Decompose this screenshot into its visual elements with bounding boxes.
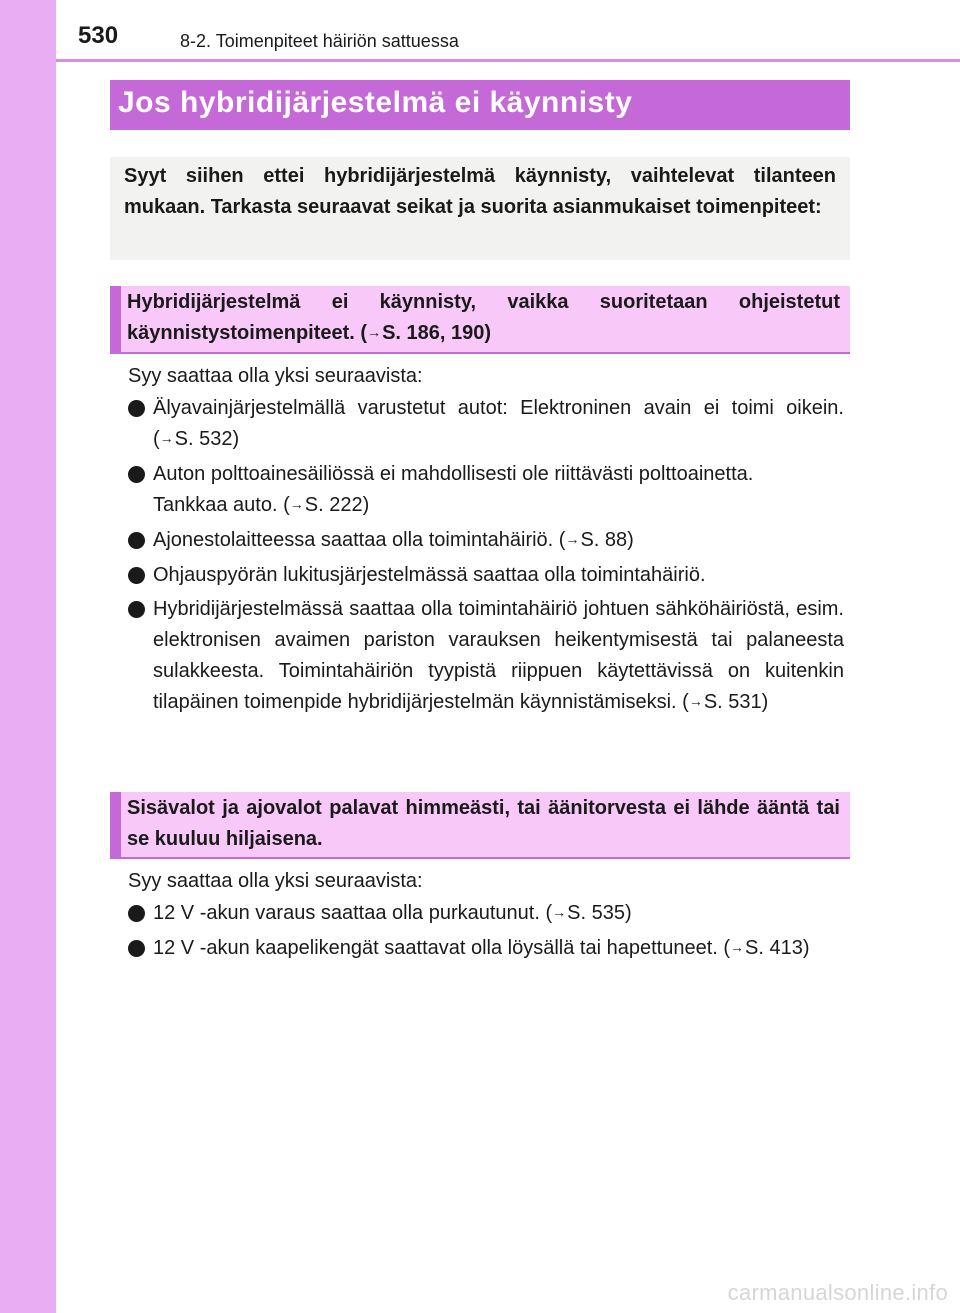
list-item-note: [153, 490, 844, 522]
bullet-icon: [128, 466, 145, 483]
arrow-icon: →: [159, 430, 174, 446]
watermark: carmanualsonline.info: [727, 1280, 948, 1305]
bullet-icon: [128, 601, 145, 618]
list-item: [128, 525, 844, 557]
subsection-1-lead: Syy saattaa olla yksi seuraavista:: [128, 365, 423, 387]
arrow-icon: →: [289, 496, 304, 512]
list-item-note-text: Tankkaa auto. (: [153, 494, 290, 516]
bullet-icon: [128, 532, 145, 549]
arrow-icon: →: [367, 324, 382, 340]
section-title: Jos hybridijärjestelmä ei käynnisty: [110, 80, 850, 130]
arrow-icon: →: [565, 531, 580, 547]
list-item: [128, 594, 844, 719]
page-number: 530: [78, 22, 119, 49]
list-item-text: Hybridijärjestelmässä saattaa olla toimintahäiriö johtuen sähköhäiriöstä, esim. elektronisen avaimen pariston varauksen heikentymisestä tai palaneesta sulakkeesta. Toimintahäiriön tyypistä riippuen käytettävissä on kuitenkin tilapäinen toimenpide hybridijärjestelmän käynnistämiseksi. (: [153, 598, 844, 713]
page-reference: S. 531): [703, 691, 769, 713]
list-item-text: Ohjauspyörän lukitusjärjestelmässä saattaa olla toimintahäiriö.: [153, 564, 706, 586]
intro-text: Syyt siihen ettei hybridijärjestelmä käynnisty, vaihtelevat tilanteen mukaan. Tarkasta seuraavat seikat ja suorita asianmukaiset toimenpiteet:: [124, 165, 836, 218]
page-reference: S. 413): [745, 937, 810, 959]
left-edge-band: [0, 0, 56, 1313]
intro-box: [110, 157, 850, 260]
page-reference: S. 532): [174, 428, 240, 450]
subsection-1-list: [128, 393, 844, 722]
subsection-heading-1: [110, 286, 850, 354]
list-item: [128, 560, 844, 591]
arrow-icon: →: [688, 693, 703, 709]
bullet-icon: [128, 567, 145, 584]
subsection-2-list: [128, 898, 844, 968]
list-item: [128, 933, 844, 965]
header-rule: [56, 59, 960, 62]
page-reference: S. 222): [304, 494, 370, 516]
list-item-text: 12 V -akun varaus saattaa olla purkautunut. (: [153, 902, 553, 924]
subsection-heading-2: Sisävalot ja ajovalot palavat himmeästi, tai äänitorvesta ei lähde ääntä tai se kuuluu hiljaisena.: [110, 792, 850, 859]
page-reference: S. 535): [567, 902, 632, 924]
subsection-heading-1-text: Hybridijärjestelmä ei käynnisty, vaikka suoritetaan ohjeistetut käynnistystoimenpiteet. (: [127, 291, 840, 344]
bullet-icon: [128, 905, 145, 922]
page-reference: S. 186, 190): [382, 322, 492, 344]
bullet-icon: [128, 400, 145, 417]
list-item-text: Auton polttoainesäiliössä ei mahdollisesti ole riittävästi polttoainetta.: [153, 463, 754, 485]
page-reference: S. 88): [580, 529, 634, 551]
list-item: [128, 459, 844, 522]
arrow-icon: →: [730, 939, 745, 955]
list-item: [128, 393, 844, 456]
chapter-title: 8-2. Toimenpiteet häiriön sattuessa: [180, 31, 459, 51]
subsection-2-lead: Syy saattaa olla yksi seuraavista:: [128, 870, 423, 892]
list-item: [128, 898, 844, 930]
list-item-text: 12 V -akun kaapelikengät saattavat olla löysällä tai hapettuneet. (: [153, 937, 731, 959]
list-item-text: Älyavainjärjestelmällä varustetut autot: Elektroninen avain ei toimi oikein. (: [153, 397, 844, 450]
bullet-icon: [128, 940, 145, 957]
arrow-icon: →: [552, 904, 567, 920]
list-item-text: Ajonestolaitteessa saattaa olla toimintahäiriö. (: [153, 529, 566, 551]
